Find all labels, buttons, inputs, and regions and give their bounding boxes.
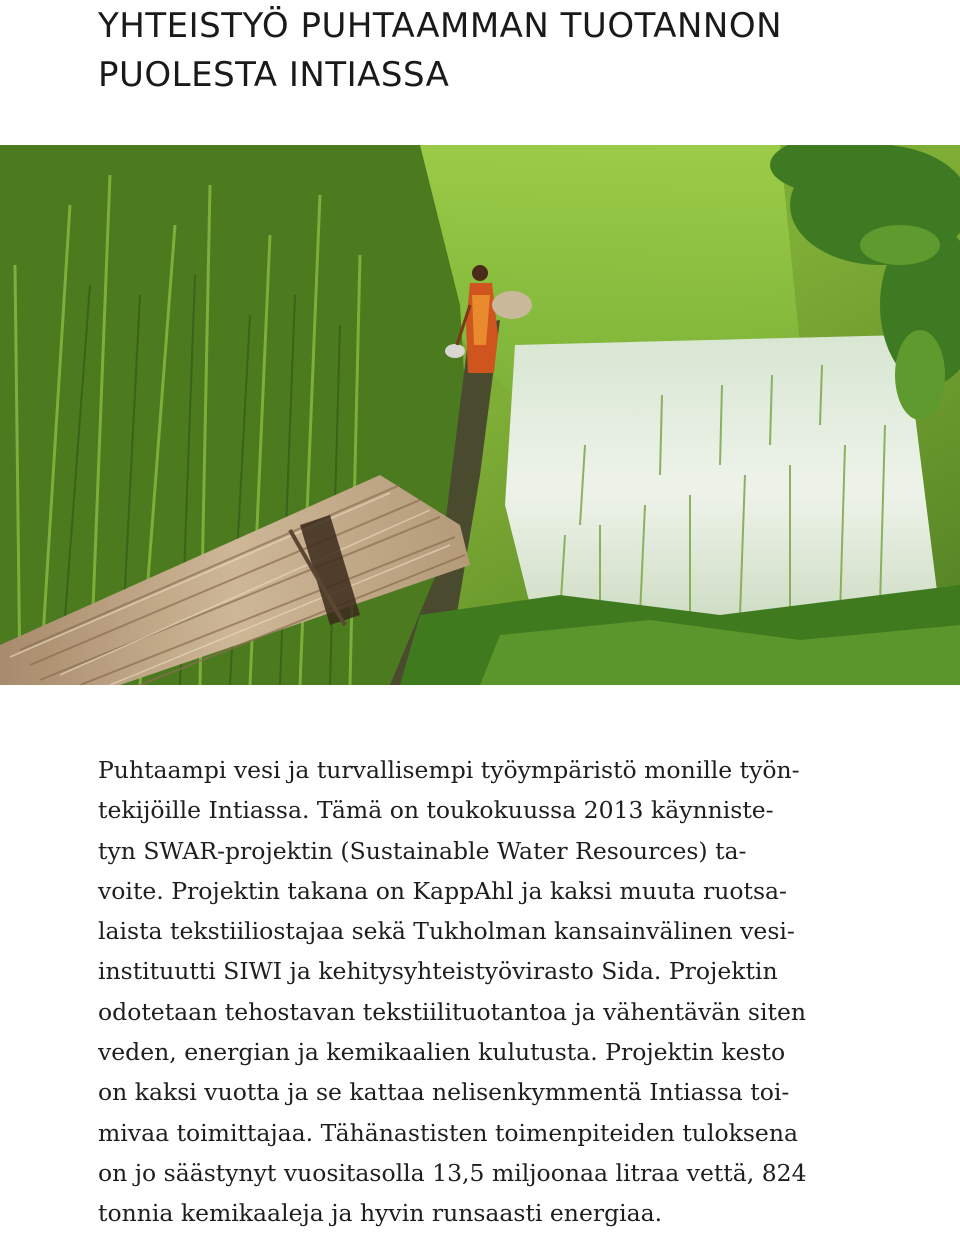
rice-paddy-photo xyxy=(0,145,960,685)
body-line: voite. Projektin takana on KappAhl ja kaksi muuta ruotsa- xyxy=(98,876,787,905)
heading-line-2: PUOLESTA INTIASSA xyxy=(98,55,450,95)
body-line: laista tekstiiliostajaa sekä Tukholman kansainvälinen vesi- xyxy=(98,917,795,946)
page-heading xyxy=(98,2,898,100)
body-line: odotetaan tehostavan tekstiilituotantoa ja vähentävän siten xyxy=(98,997,806,1026)
body-line: veden, energian ja kemikaalien kulutusta. Projektin kesto xyxy=(98,1038,786,1067)
body-line: on jo säästynyt vuositasolla 13,5 miljoonaa litraa vettä, 824 xyxy=(98,1158,807,1187)
body-line: mivaa toimittajaa. Tähänastisten toimenpiteiden tuloksena xyxy=(98,1118,798,1147)
body-line: instituutti SIWI ja kehitysyhteistyövirasto Sida. Projektin xyxy=(98,957,778,986)
body-line: tekijöille Intiassa. Tämä on toukokuussa 2013 käynniste- xyxy=(98,796,774,825)
body-line: tonnia kemikaaleja ja hyvin runsaasti energiaa. xyxy=(98,1199,663,1228)
body-line: on kaksi vuotta ja se kattaa nelisenkymmentä Intiassa toi- xyxy=(98,1078,790,1107)
body-paragraph xyxy=(98,750,878,1234)
heading-line-1: YHTEISTYÖ PUHTAAMMAN TUOTANNON xyxy=(98,6,783,46)
body-line: Puhtaampi vesi ja turvallisempi työympäristö monille työn- xyxy=(98,756,800,784)
body-line: tyn SWAR-projektin (Sustainable Water Resources) ta- xyxy=(98,836,747,865)
